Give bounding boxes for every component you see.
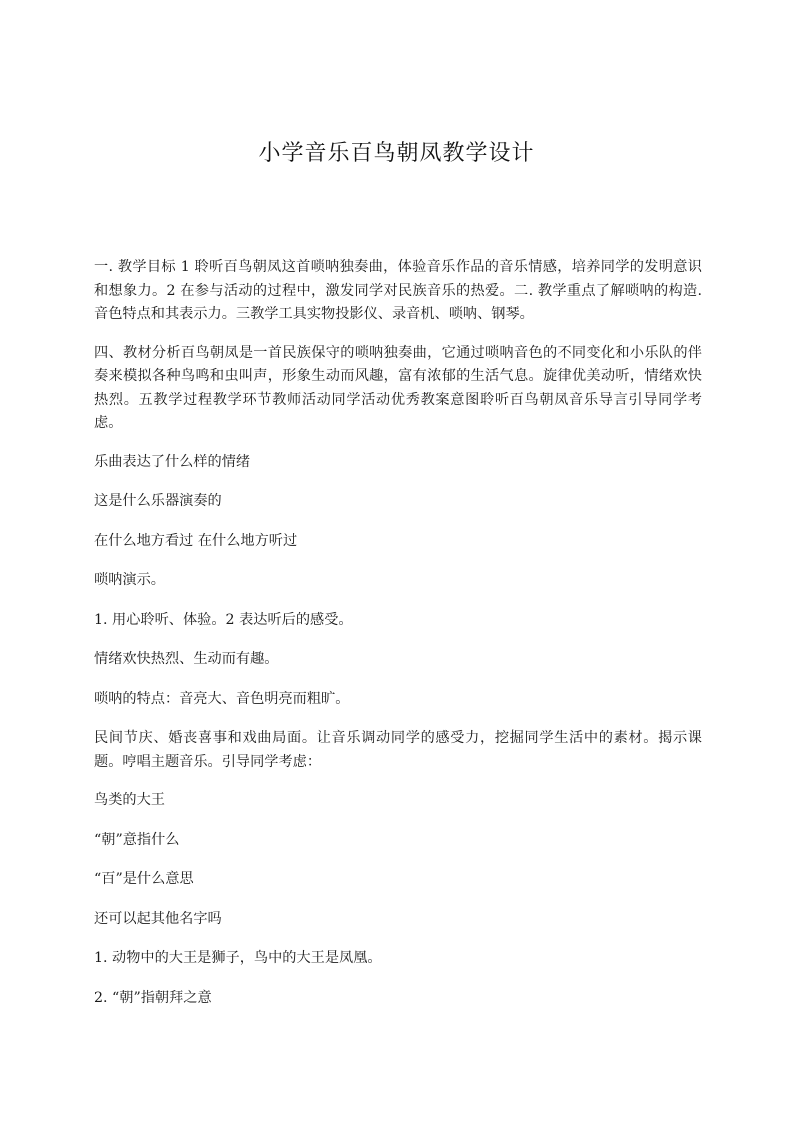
paragraph-bird-king: 鸟类的大王 bbox=[94, 792, 165, 808]
paragraph-suona-features: 唢呐的特点：音亮大、音色明亮而粗旷。 bbox=[94, 690, 350, 707]
paragraph-analysis: 四、教材分析百鸟朝凤是一首民族保守的唢呐独奏曲，它通过唢呐音色的不同变化和小乐队的伴奏来模拟各种鸟鸣和虫叫声，形象生动而风趣，富有浓郁的生活气息。旋律优美动听，情绪欢快热烈。五教学过程教学环节教师活动同学活动优秀教案意图聆听百鸟朝凤音乐导言引导同学考虑。 bbox=[94, 344, 702, 431]
document-body bbox=[94, 256, 702, 1026]
paragraph-answer-2: 2. “朝”指朝拜之意 bbox=[94, 989, 212, 1006]
paragraph-chao-meaning: “朝”意指什么 bbox=[94, 831, 180, 848]
paragraph-emotion-question: 乐曲表达了什么样的情绪 bbox=[94, 453, 251, 470]
paragraph-suona-demo: 唢呐演示。 bbox=[94, 572, 165, 588]
paragraph-bai-meaning: “百”是什么意思 bbox=[94, 871, 194, 887]
paragraph-instrument-question: 这是什么乐器演奏的 bbox=[94, 493, 222, 509]
paragraph-answer-1: 1. 动物中的大王是狮子，鸟中的大王是凤凰。 bbox=[94, 950, 382, 966]
paragraph-mood: 情绪欢快热烈、生动而有趣。 bbox=[94, 651, 279, 667]
paragraph-place-question: 在什么地方看过 在什么地方听过 bbox=[94, 532, 298, 549]
paragraph-listen: 1. 用心聆听、体验。2 表达听后的感受。 bbox=[94, 611, 353, 628]
paragraph-folk-occasions: 民间节庆、婚丧喜事和戏曲局面。让音乐调动同学的感受力，挖掘同学生活中的素材。揭示课题。哼唱主题音乐。引导同学考虑： bbox=[94, 730, 702, 770]
paragraph-objectives: 一. 教学目标 1 聆听百鸟朝凤这首唢呐独奏曲，体验音乐作品的音乐情感，培养同学的发明意识和想象力。2 在参与活动的过程中，激发同学对民族音乐的热爱。二. 教学重点了解唢呐的构造. 音色特点和其表示力。三教学工具实物投影仪、录音机、唢呐、钢琴。 bbox=[94, 259, 702, 322]
paragraph-other-name: 还可以起其他名字吗 bbox=[94, 910, 222, 927]
page-title: 小学音乐百鸟朝凤教学设计 bbox=[258, 141, 535, 166]
